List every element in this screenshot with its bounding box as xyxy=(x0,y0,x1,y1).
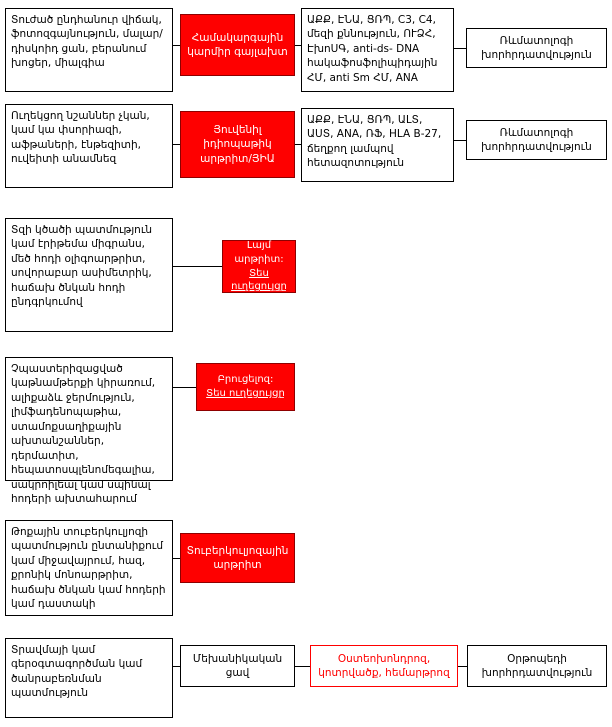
symptoms-box-lyme xyxy=(5,218,173,332)
connector-line xyxy=(458,666,467,667)
connector-line xyxy=(173,144,180,145)
symptoms-text: Չպաստերիզացված կաթնամթերքի կիրառում, ալիքաձև ջերմություն, լիմֆադենոպաթիա, ստամոքսաղիքային ախտանշաններ, դերմատիտ, հեպատոսպլենոմեգալիա, սակրոիլեալ կամ սպինալ հոդերի ախտահարում xyxy=(11,363,156,506)
referral-text: Ռևմատոլոգի խորհրդատվություն xyxy=(481,34,592,61)
symptoms-box-tb xyxy=(5,520,173,616)
referral-box-rheumatologist xyxy=(466,28,607,68)
connector-line xyxy=(454,140,466,141)
symptoms-box-jia xyxy=(5,104,173,188)
diagnosis-box-lyme xyxy=(222,240,296,293)
connector-line xyxy=(295,666,310,667)
pain-type-text: Մեխանիկական ցավ xyxy=(192,652,283,679)
diagnosis-box-tb xyxy=(180,533,295,583)
diagnosis-text: Լայմ արթրիտ: xyxy=(234,239,284,265)
diagnosis-box-mechanical xyxy=(310,645,458,687)
symptoms-text: Ուղեկցող նշաններ չկան, կամ կա փսորիազի, աֆթաների, էնթեզիտի, ուվեիտի անամնեզ xyxy=(11,110,150,166)
symptoms-box-trauma xyxy=(5,638,173,718)
symptoms-text: Թոքային տուբերկուլյոզի պատմություն ընտանիքում կամ միջավայրում, հազ, քրոնիկ մոնոարթրիտ, հաճախ ծնկան կամ հոդերի կամ դաստակի xyxy=(11,526,166,611)
connector-line xyxy=(173,387,196,388)
symptoms-text: Տուժած ընդհանուր վիճակ, ֆոտոզգայնություն, մալար/դիսկոիդ ցան, բերանում խոցեր, միալգիա xyxy=(11,14,163,70)
symptoms-box-brucellosis xyxy=(5,357,173,506)
referral-box-rheumatologist xyxy=(466,120,607,160)
connector-line xyxy=(454,48,466,49)
tests-text: ԱՔՔ, ԷՆԱ, ՑՌՊ, ԱԼՏ, ԱՍՏ, ANA, ՌՖ, HLA B-27, ճեղքող լամպով հետազոտություն xyxy=(307,114,442,170)
diagnosis-text: Յուվենիլ իդիոպաթիկ արթրիտ/ՅԻԱ xyxy=(200,123,275,165)
referral-box-orthopedist xyxy=(467,645,607,687)
tests-box-jia xyxy=(301,108,454,182)
referral-text: Ռևմատոլոգի խորհրդատվություն xyxy=(481,126,592,153)
symptoms-text: Տզի կծածի պատմություն կամ էրիթեմա միգրանս, մեծ հոդի օլիգոարթրիտ, սովորաբար ասիմետրիկ, հաճախ ծնկան հոդի ընդգրկումով xyxy=(11,224,153,309)
guideline-link[interactable]: Տես ուղեցույցը xyxy=(206,388,285,399)
referral-text: Օրթոպեդի խորհրդատվություն xyxy=(481,652,593,679)
pain-type-box xyxy=(180,645,295,687)
diagnosis-text: Բրուցելոզ: xyxy=(217,374,274,386)
diagnosis-box-brucellosis xyxy=(196,363,295,411)
diagnosis-text: Տուբերկուլյոզային արթրիտ xyxy=(186,544,289,571)
diagnosis-text: Օստեոխոնդրոզ, կոտրվածք, հեմարթրոզ xyxy=(318,652,450,679)
connector-line xyxy=(173,558,180,559)
guideline-link[interactable]: Տես ուղեցույցը xyxy=(231,267,287,293)
tests-box-sle xyxy=(301,8,454,92)
diagnosis-box-sle xyxy=(180,14,295,76)
connector-line xyxy=(173,266,222,267)
symptoms-text: Տրավմայի կամ գերօգտագործման կամ ծանրաբեռնման պատմություն xyxy=(11,644,143,700)
symptoms-box-sle xyxy=(5,8,173,92)
diagnosis-box-jia xyxy=(180,111,295,178)
diagnosis-text: Համակարգային կարմիր գայլախտ xyxy=(187,31,288,58)
connector-line xyxy=(173,45,180,46)
connector-line xyxy=(173,666,180,667)
tests-text: ԱՔՔ, ԷՆԱ, ՑՌՊ, C3, C4, մեզի քննություն, ՈՒՁՀ, ԷխոՍԳ, anti-ds- DNA հակաֆոսֆոլիպիդային ՀՄ, anti Sm ՀՄ, ANA xyxy=(307,14,438,84)
